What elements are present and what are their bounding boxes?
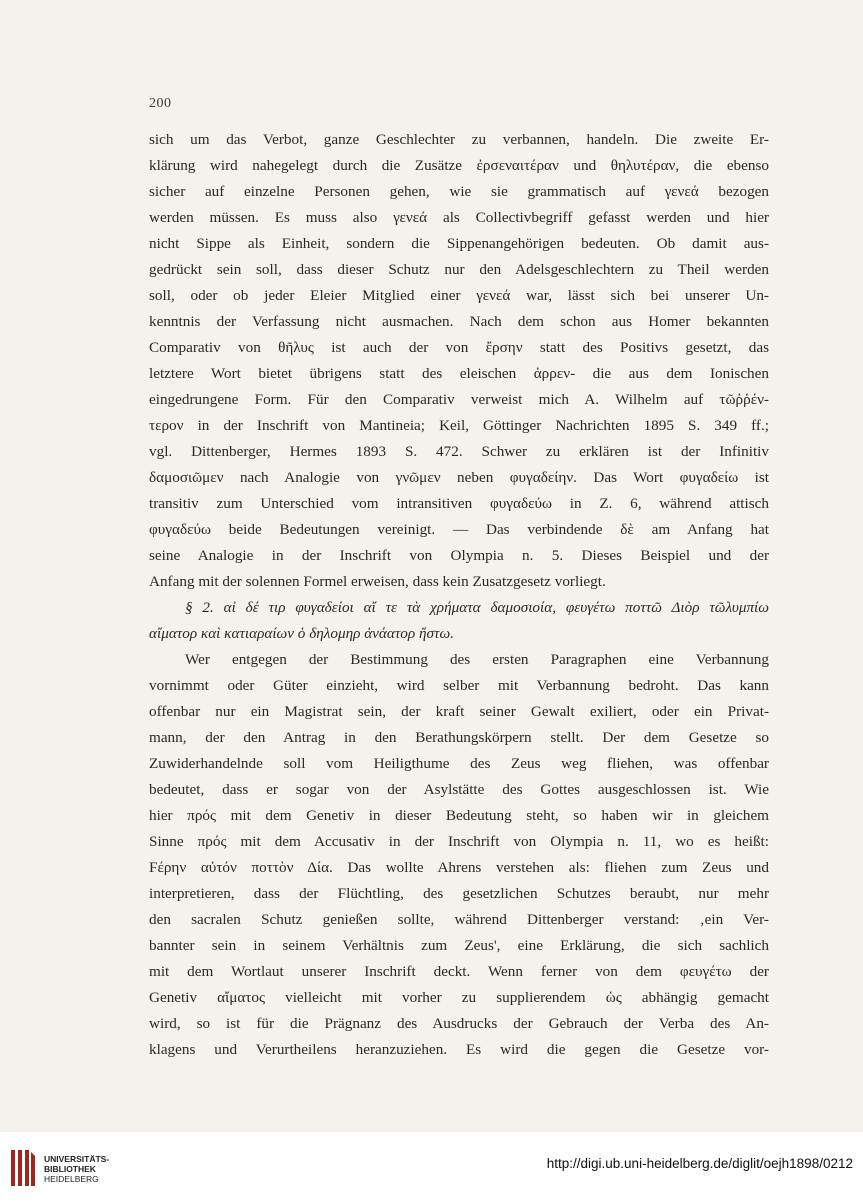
text-line: Ϝέρην αὐτόν ποττὸν Δία. Das wollte Ahrens verstehen als: fliehen zum Zeus und [149,859,769,876]
text-line: gedrückt sein soll, dass dieser Schutz nur den Adelsgeschlechtern zu Theil werden [149,261,769,278]
viewer-footer [0,1132,863,1204]
text-line: Anfang mit der solennen Formel erweisen, dass kein Zusatzgesetz vorliegt. [149,573,606,590]
source-url-link[interactable]: http://digi.ub.uni-heidelberg.de/diglit/oejh1898/0212 [546,1156,853,1171]
text-line: transitiv zum Unterschied vom intransitiven φυγαδεύω in Z. 6, während attisch [149,495,769,512]
inscription-line: αἴματορ καὶ κατιαραίων ὁ δηλομηρ ἀνάατορ ἤστω. [149,625,454,642]
text-line: seine Analogie in der Inschrift von Olympia n. 5. Dieses Beispiel und der [149,547,769,564]
page-number: 200 [149,96,172,111]
library-name: UNIVERSITÄTS- BIBLIOTHEK HEIDELBERG [44,1154,110,1184]
text-line: letztere Wort bietet übrigens statt des eleischen ἀρρεν- die aus dem Ionischen [149,365,769,382]
text-line: Zuwiderhandelnde soll vom Heiligthume des Zeus weg fliehen, was offenbar [149,755,769,772]
text-line: eingedrungene Form. Für den Comparativ verweist mich A. Wilhelm auf τῶῤῥέν- [149,391,769,408]
text-line: mit dem Wortlaut unserer Inschrift deckt. Wenn ferner von dem φευγέτω der [149,963,769,980]
inscription-line: § 2. αἰ δέ τιρ φυγαδείοι αἴ τε τὰ χρήματα δαμοσιοία, φευγέτω ποττῶ Διὸρ τῶλυμπίω [185,599,769,616]
text-line: vornimmt oder Güter einzieht, wird selber mit Verbannung bedroht. Das kann [149,677,769,694]
text-line: δαμοσιῶμεν nach Analogie von γνῶμεν neben φυγαδείην. Das Wort φυγαδείω ist [149,469,769,486]
text-line: bedeutet, dass er sogar von der Asylstätte des Gottes ausgeschlossen ist. Wie [149,781,769,798]
body-text [149,127,769,1063]
text-line: wird, so ist für die Prägnanz des Ausdrucks der Gebrauch der Verba des An- [149,1015,769,1032]
text-line: sicher auf einzelne Personen gehen, wie sie grammatisch auf γενεά bezogen [149,183,769,200]
text-line: soll, oder ob jeder Eleier Mitglied einer γενεά war, lässt sich bei unserer Un- [149,287,769,304]
text-line: interpretieren, dass der Flüchtling, des gesetzlichen Schutzes beraubt, nur mehr [149,885,769,902]
text-line: den sacralen Schutz genießen sollte, während Dittenberger verstand: ‚ein Ver- [149,911,769,928]
text-line: klagens und Verurtheilens heranzuziehen. Es wird die gegen die Gesetze vor- [149,1041,769,1058]
text-line: hier πρός mit dem Genetiv in dieser Bedeutung steht, so haben wir in gleichem [149,807,769,824]
text-line: mann, der den Antrag in den Berathungskörpern stellt. Der dem Gesetze so [149,729,769,746]
text-line: Genetiv αἴματος vielleicht mit vorher zu supplierendem ὡς abhängig gemacht [149,989,769,1006]
text-line: Sinne πρός mit dem Accusativ in der Inschrift von Olympia n. 11, wo es heißt: [149,833,769,850]
text-line: klärung wird nahegelegt durch die Zusätze ἐρσεναιτέραν und θηλυτέραν, die ebenso [149,157,769,174]
text-line: Wer entgegen der Bestimmung des ersten Paragraphen eine Verbannung [185,651,769,668]
text-line: Comparativ von θῆλυς ist auch der von ἔρσην statt des Positivs gesetzt, das [149,339,769,356]
library-logo-icon [10,1148,36,1188]
text-line: kenntnis der Verfassung nicht ausmachen. Nach dem schon aus Homer bekannten [149,313,769,330]
text-line: τερον in der Inschrift von Mantineia; Keil, Göttinger Nachrichten 1895 S. 349 ff.; [149,417,769,434]
text-line: sich um das Verbot, ganze Geschlechter zu verbannen, handeln. Die zweite Er- [149,131,769,148]
text-line: vgl. Dittenberger, Hermes 1893 S. 472. Schwer zu erklären ist der Infinitiv [149,443,769,460]
text-line: nicht Sippe als Einheit, sondern die Sippenangehörigen bedeuten. Ob damit aus- [149,235,769,252]
text-line: offenbar nur ein Magistrat sein, der kraft seiner Gewalt exiliert, oder ein Privat- [149,703,769,720]
text-line: werden müssen. Es muss also γενεά als Collectivbegriff gefasst werden und hier [149,209,769,226]
text-line: bannter sein in seinem Verhältnis zum Zeus', eine Erklärung, die sich sachlich [149,937,769,954]
text-line: φυγαδεύω beide Bedeutungen vereinigt. — Das verbindende δὲ am Anfang hat [149,521,769,538]
